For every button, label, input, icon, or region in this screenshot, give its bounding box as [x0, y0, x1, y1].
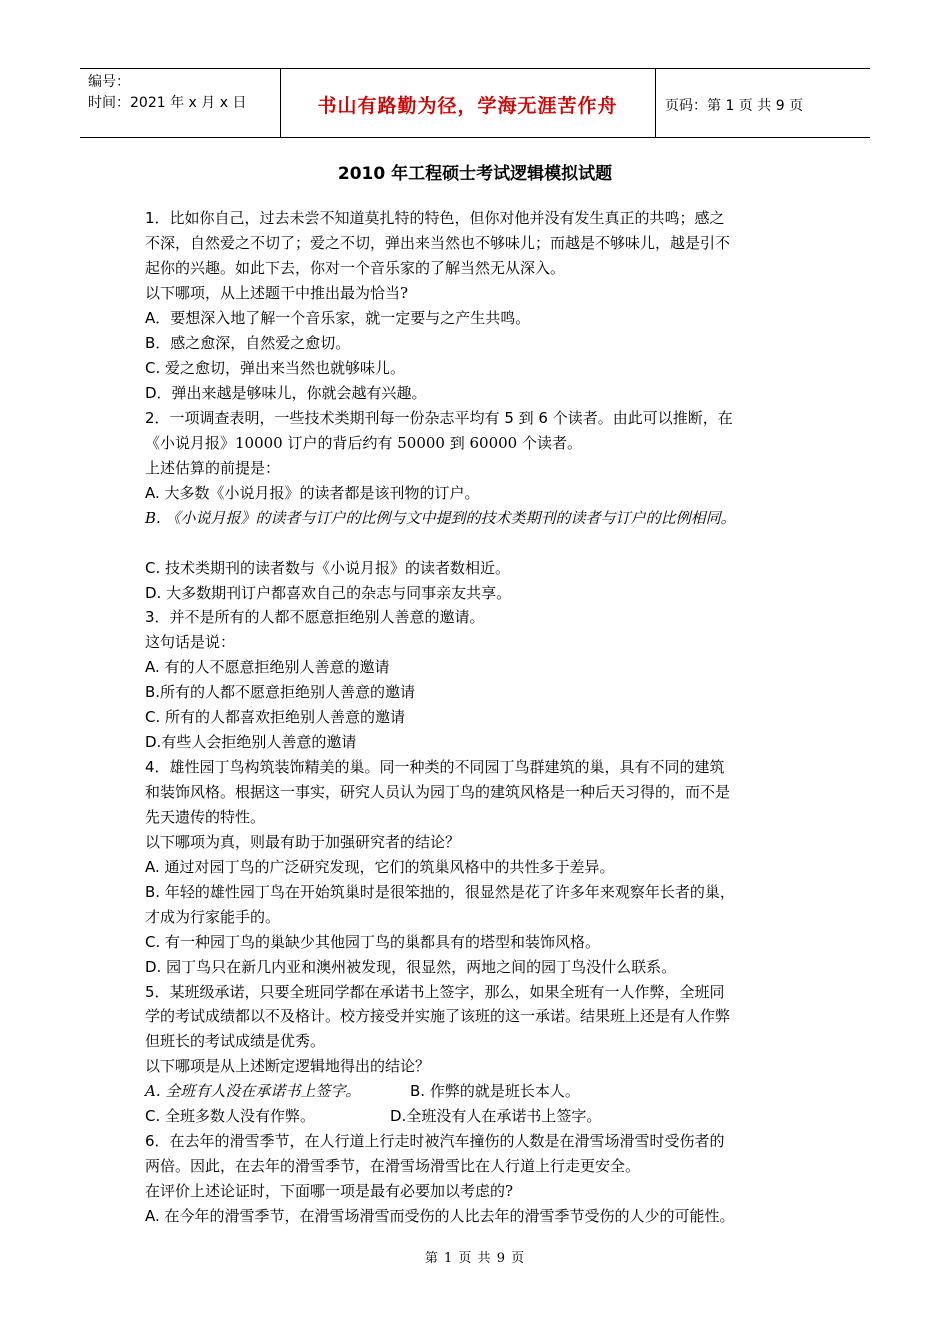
question-4-text: 4．雄性园丁鸟构筑装饰精美的巢。同一种类的不同园丁鸟群建筑的巢，具有不同的建筑	[145, 758, 725, 776]
question-1-prompt: 以下哪项，从上述题干中推出最为恰当?	[145, 284, 409, 302]
question-5-text: 5．某班级承诺，只要全班同学都在承诺书上签字，那么，如果全班有一人作弊，全班同	[145, 983, 725, 1001]
header-page-info: 页码：第 1 页 共 9 页	[665, 98, 804, 114]
question-1-option-b: B．感之愈深，自然爱之愈切。	[145, 334, 351, 352]
question-6-text: 两倍。因此，在去年的滑雪季节，在滑雪场滑雪比在人行道上行走更安全。	[145, 1157, 641, 1175]
question-1-option-d: D．弹出来越是够味儿，你就会越有兴趣。	[145, 384, 427, 402]
page-header	[80, 68, 870, 138]
question-1-option-a: A．要想深入地了解一个音乐家，就一定要与之产生共鸣。	[145, 309, 531, 327]
question-3-option-d: D.有些人会拒绝别人善意的邀请	[145, 733, 357, 751]
question-5-option-a: A. 全班有人没在承诺书上签字。	[145, 1082, 361, 1100]
question-1-text: 起你的兴趣。如此下去，你对一个音乐家的了解当然无从深入。	[145, 259, 566, 277]
question-2-option-a: A. 大多数《小说月报》的读者都是该刊物的订户。	[145, 484, 480, 502]
question-1-text: 不深，自然爱之不切了；爱之不切，弹出来当然也不够味儿；而越是不够味儿，越是引不	[145, 234, 731, 252]
header-number: 编号：	[88, 74, 130, 90]
question-3-prompt: 这句话是说：	[145, 633, 236, 651]
question-4-option-a: A. 通过对园丁鸟的广泛研究发现，它们的筑巢风格中的共性多于差异。	[145, 858, 615, 876]
header-divider	[655, 69, 656, 137]
question-6-prompt: 在评价上述论证时，下面哪一项是最有必要加以考虑的?	[145, 1182, 514, 1200]
question-4-prompt: 以下哪项为真，则最有助于加强研究者的结论？	[145, 833, 461, 851]
question-4-option-b: 才成为行家能手的。	[145, 908, 281, 926]
question-5-text: 学的考试成绩都以不及格计。校方接受并实施了该班的这一承诺。结果班上还是有人作弊	[145, 1007, 731, 1025]
question-6-text: 6．在去年的滑雪季节，在人行道上行走时被汽车撞伤的人数是在滑雪场滑雪时受伤者的	[145, 1132, 725, 1150]
question-3-option-b: B.所有的人都不愿意拒绝别人善意的邀请	[145, 683, 416, 701]
question-2-option-c: C. 技术类期刊的读者数与《小说月报》的读者数相近。	[145, 559, 511, 577]
header-motto: 书山有路勤为径，学海无涯苦作舟	[317, 95, 618, 117]
question-4-option-c: C. 有一种园丁鸟的巢缺少其他园丁鸟的巢都具有的塔型和装饰风格。	[145, 933, 601, 951]
question-2-prompt: 上述估算的前提是：	[145, 459, 281, 477]
question-4-text: 先天遗传的特性。	[145, 808, 266, 826]
question-3-text: 3．并不是所有的人都不愿意拒绝别人善意的邀请。	[145, 608, 485, 626]
question-2-text: 《小说月报》10000 订户的背后约有 50000 到 60000 个读者。	[145, 434, 582, 452]
question-4-option-d: D. 园丁鸟只在新几内亚和澳州被发现，很显然，两地之间的园丁鸟没什么联系。	[145, 958, 677, 976]
question-4-text: 和装饰风格。根据这一事实，研究人员认为园丁鸟的建筑风格是一种后天习得的，而不是	[145, 783, 731, 801]
question-1-text: 1．比如你自己，过去未尝不知道莫扎特的特色，但你对他并没有发生真正的共鸣；感之	[145, 209, 725, 227]
question-5-option-c: C. 全班多数人没有作弊。	[145, 1107, 316, 1125]
question-3-option-a: A. 有的人不愿意拒绝别人善意的邀请	[145, 658, 390, 676]
header-meta	[88, 72, 246, 114]
question-5-option-b: B. 作弊的就是班长本人。	[410, 1082, 580, 1100]
question-5-prompt: 以下哪项是从上述断定逻辑地得出的结论？	[145, 1057, 431, 1075]
question-1-option-c: C. 爱之愈切，弹出来当然也就够味儿。	[145, 359, 406, 377]
question-3-option-c: C. 所有的人都喜欢拒绝别人善意的邀请	[145, 708, 406, 726]
question-2-option-d: D. 大多数期刊订户都喜欢自己的杂志与同事亲友共享。	[145, 584, 512, 602]
question-6-option-a: A. 在今年的滑雪季节，在滑雪场滑雪而受伤的人比去年的滑雪季节受伤的人少的可能性。	[145, 1207, 735, 1225]
question-2-option-b: B. 《小说月报》的读者与订户的比例与文中提到的技术类期刊的读者与订户的比例相同。	[145, 509, 736, 527]
page-footer: 第 1 页 共 9 页	[424, 1251, 526, 1266]
question-2-text: 2．一项调查表明，一些技术类期刊每一份杂志平均有 5 到 6 个读者。由此可以推断，在	[145, 409, 733, 427]
question-4-option-b: B. 年轻的雄性园丁鸟在开始筑巢时是很笨拙的，很显然是花了许多年来观察年长者的巢，	[145, 883, 735, 901]
header-date: 时间：2021 年 x 月 x 日	[88, 95, 247, 111]
question-5-text: 但班长的考试成绩是优秀。	[145, 1032, 326, 1050]
question-5-option-d: D.全班没有人在承诺书上签字。	[390, 1107, 602, 1125]
document-title: 2010 年工程硕士考试逻辑模拟试题	[337, 164, 613, 184]
